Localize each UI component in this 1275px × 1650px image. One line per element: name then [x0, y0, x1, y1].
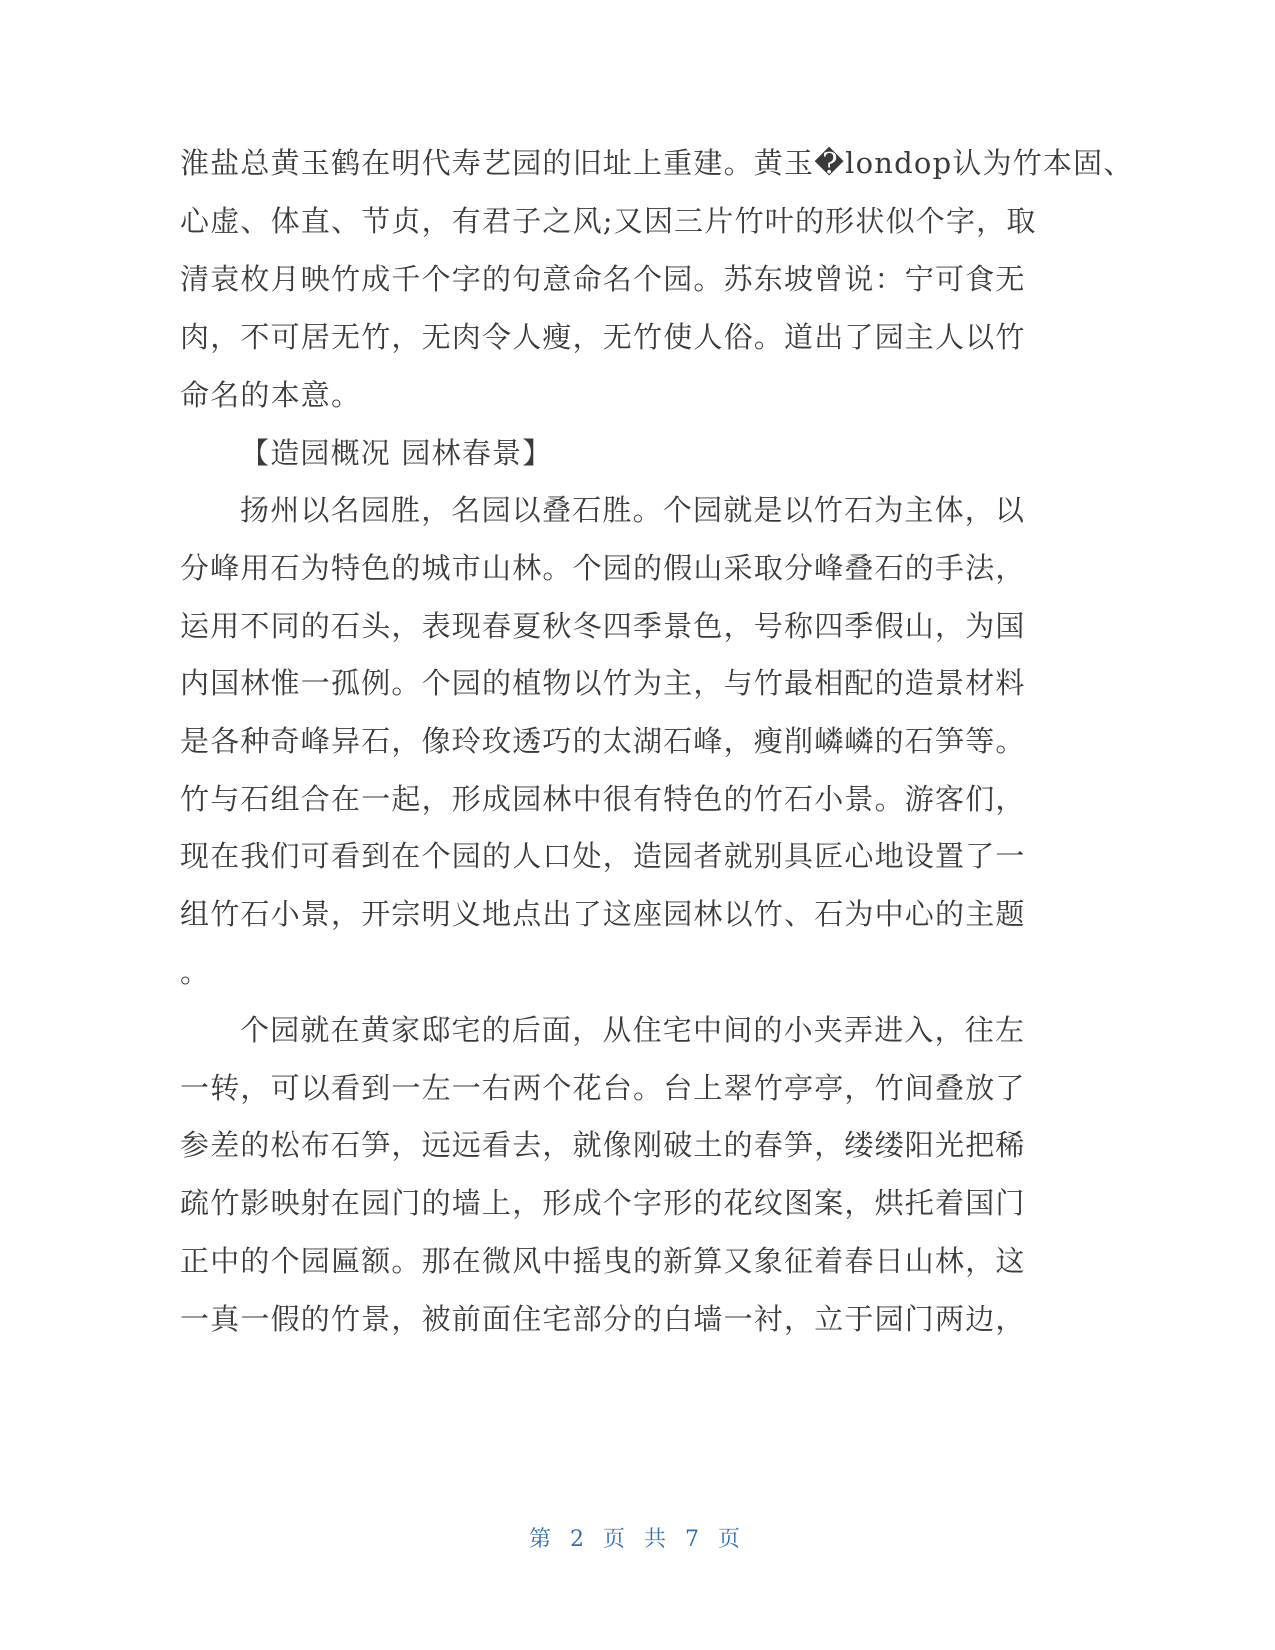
text-line: 个园就在黄家邸宅的后面，从住宅中间的小夹弄进入，往左 — [240, 1013, 1026, 1047]
page-number-footer: 第 2 页 共 7 页 — [529, 1527, 746, 1552]
text-line: 是各种奇峰异石，像玲玫透巧的太湖石峰，瘦削嶙嶙的石笋等。 — [180, 724, 1026, 758]
text-line: 一转，可以看到一左一右两个花台。台上翠竹亭亭，竹间叠放了 — [180, 1071, 1026, 1105]
section-heading: 【造园概况 园林春景】 — [240, 436, 553, 470]
text-line: 现在我们可看到在个园的人口处，造园者就别具匠心地设置了一 — [180, 839, 1026, 873]
text-line: 运用不同的石头，表现春夏秋冬四季景色，号称四季假山，为国 — [180, 609, 1026, 643]
text-line: 竹与石组合在一起，形成园林中很有特色的竹石小景。游客们， — [180, 782, 1026, 816]
text-line: 扬州以名园胜，名园以叠石胜。个园就是以竹石为主体，以 — [240, 493, 1026, 527]
text-line: 参差的松布石笋，远远看去，就像刚破土的春笋，缕缕阳光把稀 — [180, 1128, 1026, 1162]
text-line: 。 — [180, 955, 211, 989]
text-line: 正中的个园匾额。那在微风中摇曳的新算又象征着春日山林，这 — [180, 1244, 1026, 1278]
text-line: 疏竹影映射在园门的墙上，形成个字形的花纹图案，烘托着国门 — [180, 1186, 1026, 1220]
text-line: 清袁枚月映竹成千个字的句意命名个园。苏东坡曾说：宁可食无 — [180, 262, 1026, 296]
text-line: 分峰用石为特色的城市山林。个园的假山采取分峰叠石的手法， — [180, 551, 1026, 585]
text-line: 命名的本意。 — [180, 378, 362, 412]
text-line: 肉，不可居无竹，无肉令人瘦，无竹使人俗。道出了园主人以竹 — [180, 320, 1026, 354]
text-line: 淮盐总黄玉鹤在明代寿艺园的旧址上重建。黄玉�londop认为竹本固、 — [180, 146, 1134, 180]
text-line: 心虚、体直、节贞，有君子之风;又因三片竹叶的形状似个字，取 — [180, 204, 1037, 238]
text-line: 一真一假的竹景，被前面住宅部分的白墙一衬，立于园门两边， — [180, 1302, 1026, 1336]
text-line: 组竹石小景，开宗明义地点出了这座园林以竹、石为中心的主题 — [180, 897, 1026, 931]
text-line: 内国林惟一孤例。个园的植物以竹为主，与竹最相配的造景材料 — [180, 666, 1026, 700]
